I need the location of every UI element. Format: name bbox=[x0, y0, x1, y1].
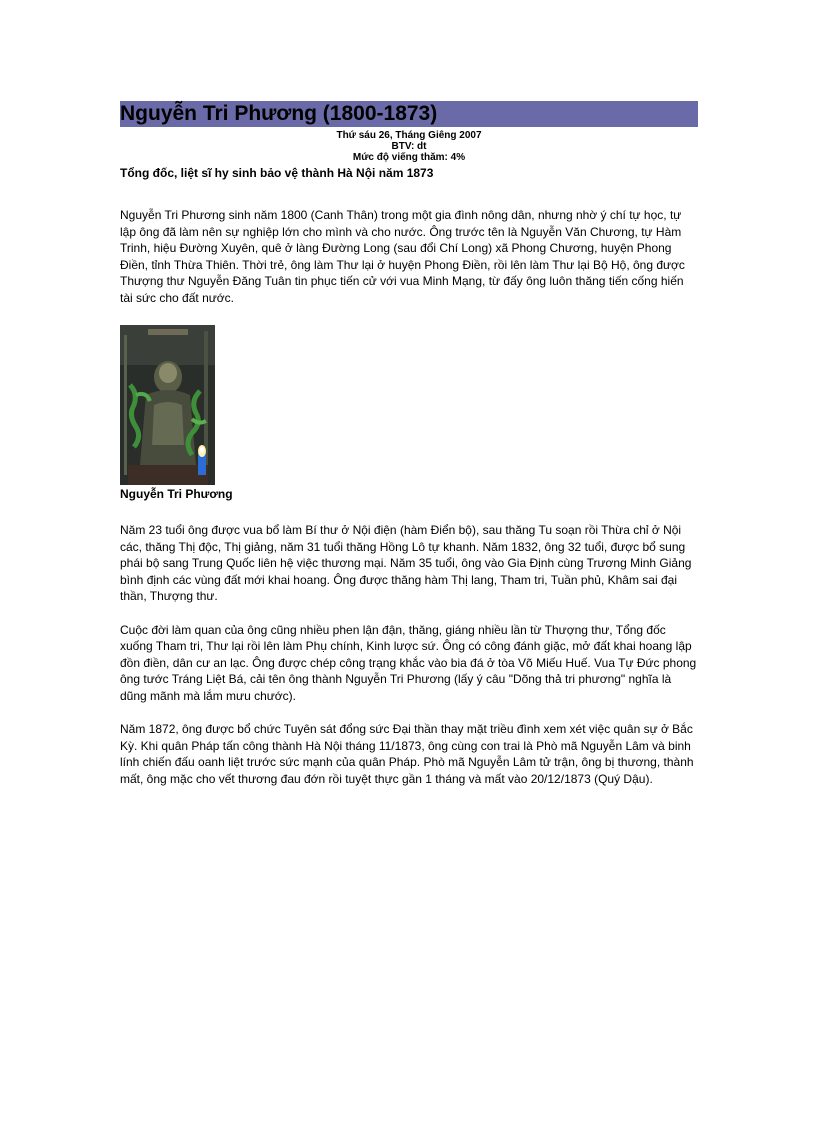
visit-level: Mức độ viếng thăm: 4% bbox=[352, 152, 466, 163]
article-meta bbox=[120, 130, 698, 163]
statue-photo bbox=[120, 325, 215, 485]
paragraph-2: Năm 23 tuổi ông được vua bổ làm Bí thư ở Nội điện (hàm Điển bộ), sau thăng Tu soạn rồi Thừa chỉ ở Nội các, thăng Thị độc, Thị giảng, năm 31 tuổi thăng Hồng Lô tự khanh. Năm 1832, ông 32 tuổi, được bổ sung phái bộ sang Trung Quốc liên hệ việc thương mại. Năm 35 tuổi, ông vào Gia Định cùng Trương Minh Giảng bình định các vùng đất mới khai hoang. Ông được thăng hàm Thị lang, Tham tri, Tuần phủ, Khâm sai đại thần, Thượng thư. bbox=[120, 523, 692, 603]
photo-figure bbox=[120, 325, 233, 502]
article-subtitle: Tổng đốc, liệt sĩ hy sinh bảo vệ thành Hà Nội năm 1873 bbox=[120, 166, 434, 180]
paragraph-4: Năm 1872, ông được bổ chức Tuyên sát đổng sức Đại thần thay mặt triều đình xem xét việc quân sự ở Bắc Kỳ. Khi quân Pháp tấn công thành Hà Nội tháng 11/1873, ông cùng con trai là Phò mã Nguyễn Lâm và binh lính chiến đấu oanh liệt trước sức mạnh của quân Pháp. Phò mã Nguyễn Lâm tử trận, ông bị thương, thành mất, ông mặc cho vết thương đau đớn rồi tuyệt thực gần 1 tháng và mất vào 20/12/1873 (Quý Dậu). bbox=[120, 722, 694, 786]
article-title: Nguyễn Tri Phương (1800-1873) bbox=[120, 101, 698, 127]
paragraph-3: Cuộc đời làm quan của ông cũng nhiều phen lận đận, thăng, giáng nhiều lần từ Thượng thư, Tổng đốc xuống Tham tri, Thư lại rồi lên làm Phụ chính, Kinh lược sứ. Ông có công đánh giặc, mở đất khai hoang lập đồn điền, dân cư an lạc. Ông được chép công trạng khắc vào bia đá ở tòa Võ Miếu Huế. Vua Tự Đức phong ông tước Tráng Liệt Bá, cải tên ông thành Nguyễn Tri Phương (lấy ý câu "Dõng thả tri phương" nghĩa là dũng mãnh mà lắm mưu chước). bbox=[120, 622, 697, 703]
article bbox=[120, 101, 698, 787]
article-date: Thứ sáu 26, Tháng Giêng 2007 bbox=[336, 130, 482, 141]
paragraph-1: Nguyễn Tri Phương sinh năm 1800 (Canh Thân) trong một gia đình nông dân, nhưng nhờ ý chí tự học, tự lập ông đã làm nên sự nghiệp lớn cho mình và cho nước. Ông trước tên là Nguyễn Văn Chương, tự Hàm Trinh, hiệu Đường Xuyên, quê ở làng Đường Long (sau đổi Chí Long) xã Phong Chương, huyện Phong Điền, tỉnh Thừa Thiên. Thời trẻ, ông làm Thư lại ở huyện Phong Điền, rồi lên làm Thư lại Bộ Hộ, ông được Thượng thư Nguyễn Đăng Tuân tin phục tiến cử với vua Minh Mạng, từ đấy ông luôn thăng tiến cống hiến tài sức cho đất nước. bbox=[120, 208, 685, 305]
photo-caption: Nguyễn Tri Phương bbox=[120, 487, 233, 501]
article-editor: BTV: dt bbox=[391, 141, 427, 152]
